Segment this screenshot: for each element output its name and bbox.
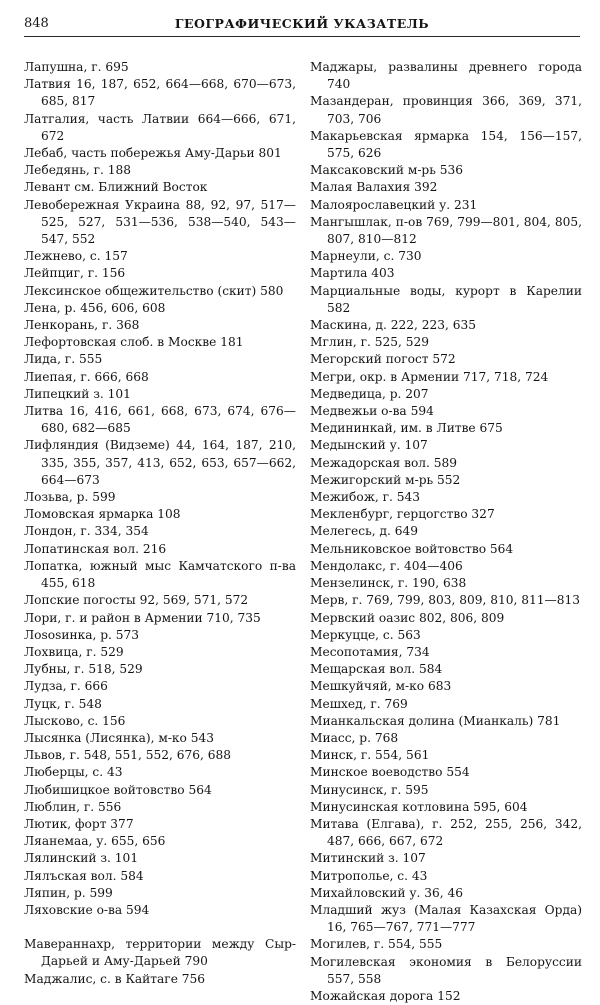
index-entry: Мешхед, г. 769 [310,696,408,711]
index-entry: Мегри, окр. в Армении 717, 718, 724 [310,369,549,384]
index-entry: Мазандеран, провинция 366, 369, 371, 703, 706 [310,94,582,126]
index-entry: Лефортовская слоб. в Москве 181 [24,335,244,350]
index-entry: Мекленбург, герцогство 327 [310,507,495,522]
index-entry: Лысянка (Лисянка), м-ко 543 [24,730,215,745]
index-entry: Мензелинск, г. 190, 638 [310,576,467,591]
index-entry: Львов, г. 548, 551, 552, 676, 688 [24,748,232,763]
index-entry: Малая Валахия 392 [310,180,438,195]
index-entry: Лопатка, южный мыс Камчатского п-ва 455, 618 [24,558,296,591]
index-entry: Лубны, г. 518, 529 [24,662,143,677]
index-entry: Марнеули, с. 730 [310,249,422,264]
index-entry: Михайловский у. 36, 46 [310,885,464,900]
index-entry: Мангышлак, п-ов 769, 799—801, 804, 805, 807, 810—812 [310,214,582,247]
index-entry: Мглин, г. 525, 529 [310,335,430,350]
index-entry: Миасс, р. 768 [310,730,399,745]
index-entry: Лысково, с. 156 [24,713,126,728]
index-entry: Мервский оазис 802, 806, 809 [310,610,505,625]
index-entry: Межибож, г. 543 [310,490,421,505]
page-header [24,14,580,37]
index-entry: Можайская дорога 152 [310,988,461,1003]
index-entry: Лапушна, г. 695 [24,60,129,74]
index-entry: Литва 16, 416, 661, 668, 673, 674, 676—680, 682—685 [24,404,296,436]
index-entry: Минск, г. 554, 561 [310,748,430,763]
index-entry: Митрополье, с. 43 [310,868,428,883]
index-entry: Медининкай, им. в Литве 675 [310,421,503,436]
index-entry: Левант см. Ближний Восток [24,180,208,195]
index-entry: Лиепая, г. 666, 668 [24,369,149,384]
index-entry: Латгалия, часть Латвии 664—666, 671, 672 [24,111,296,143]
index-entry: Лялъская вол. 584 [24,868,144,883]
index-entry: Лена, р. 456, 606, 608 [24,300,166,315]
index-entry: Лежнево, с. 157 [24,249,128,264]
index-entry: Маскина, д. 222, 223, 635 [310,318,476,333]
index-entry: Марциальные воды, курорт в Карелии 582 [310,283,582,315]
index-entry: Мерв, г. 769, 799, 803, 809, 810, 811—813 [310,593,580,608]
index-entry: Младший жуз (Малая Казахская Орда) 16, 765—767, 771—777 [310,902,582,935]
index-entry: Лексинское общежительство (скит) 580 [24,283,284,298]
index-entry: Минусинская котловина 595, 604 [310,799,528,814]
index-entry: Мегорский погост 572 [310,352,456,367]
index-entry: Луцк, г. 548 [24,696,102,711]
index-entry: Мианкальская долина (Мианкаль) 781 [310,713,561,728]
letter-section-gap [24,919,296,936]
index-entry: Ляховские о-ва 594 [24,902,150,917]
index-entry: Макарьевская ярмарка 154, 156—157, 575, 626 [310,128,582,161]
index-entry: Митинский з. 107 [310,851,426,866]
index-entry: Лебаб, часть побережья Аму-Дарьи 801 [24,146,282,161]
index-entry: Лебедянь, г. 188 [24,163,132,178]
index-entry: Могилев, г. 554, 555 [310,937,443,952]
index-entry: Лопские погосты 92, 569, 571, 572 [24,593,249,608]
left-column [24,59,296,988]
index-entry: Ляпин, р. 599 [24,885,113,900]
index-entry: Лялинский з. 101 [24,851,139,866]
index-entry: Межигорский м-рь 552 [310,472,461,487]
index-entry: Лютик, форт 377 [24,816,134,831]
index-entry: Медвежьи о-ва 594 [310,404,434,419]
index-entry: Меркуцце, с. 563 [310,627,421,642]
index-entry: Мартила 403 [310,266,395,281]
running-title: ГЕОГРАФИЧЕСКИЙ УКАЗАТЕЛЬ [174,16,430,31]
right-column [310,59,582,1005]
index-entry: Лори, г. и район в Армении 710, 735 [24,610,261,625]
index-entry: Лифляндия (Видземе) 44, 164, 187, 210, 335, 355, 357, 413, 652, 653, 657—662, 664—673 [24,438,296,487]
page-number: 848 [24,16,49,31]
index-entry: Люблин, г. 556 [24,799,122,814]
index-entry: Мещарская вол. 584 [310,662,443,677]
index-entry: Люберцы, с. 43 [24,765,123,780]
index-entry: Минское воеводство 554 [310,765,470,780]
index-entry: Ляанемаа, у. 655, 656 [24,834,166,849]
index-entry: Любишицкое войтовство 564 [24,782,212,797]
index-entry: Межадорская вол. 589 [310,455,458,470]
index-entry: Минусинск, г. 595 [310,782,429,797]
index-entry: Маджалис, с. в Кайтаге 756 [24,971,206,986]
index-entry: Мельниковское войтовство 564 [310,541,514,556]
index-entry: Лудза, г. 666 [24,679,108,694]
index-entry: Медведица, р. 207 [310,386,429,401]
index-entry: Месопотамия, 734 [310,644,430,659]
index-entry: Ленкорань, г. 368 [24,318,140,333]
index-entry: Митава (Елгава), г. 252, 255, 256, 342, 487, 666, 667, 672 [310,816,582,849]
index-entry: Лопатинская вол. 216 [24,541,167,556]
index-entry: Лososинка, р. 573 [24,627,140,642]
index-entry: Могилевская экономия в Белоруссии 557, 558 [310,954,582,986]
index-entry: Медынский у. 107 [310,438,428,453]
index-entry: Лейпциг, г. 156 [24,266,126,281]
index-entry: Мендолакс, г. 404—406 [310,558,463,573]
index-entry: Максаковский м-рь 536 [310,163,464,178]
index-entry: Мавераннахр, территории между Сыр-Дарьей и Аму-Дарьей 790 [24,937,296,969]
index-entry: Мешкуйчяй, м-ко 683 [310,679,452,694]
index-entry: Липецкий з. 101 [24,386,131,401]
index-entry: Малоярославецкий у. 231 [310,197,478,212]
index-entry: Маджары, развалины древнего города 740 [310,60,582,92]
index-entry: Лондон, г. 334, 354 [24,524,149,539]
index-entry: Латвия 16, 187, 652, 664—668, 670—673, 685, 817 [24,77,296,109]
index-entry: Лохвица, г. 529 [24,644,124,659]
index-entry: Лозьва, р. 599 [24,490,116,505]
index-entry: Левобережная Украина 88, 92, 97, 517—525, 527, 531—536, 538—540, 543—547, 552 [24,197,296,247]
index-entry: Лида, г. 555 [24,352,103,367]
index-entry: Ломовская ярмарка 108 [24,507,181,522]
index-entry: Мелегесь, д. 649 [310,524,418,539]
